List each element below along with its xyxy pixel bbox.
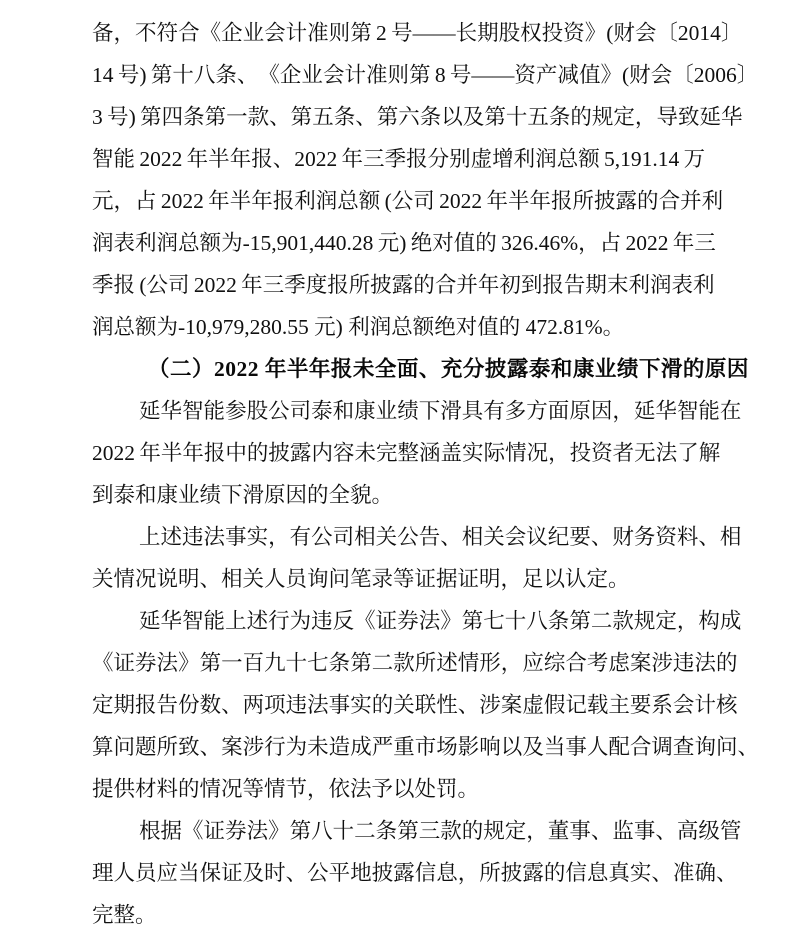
paragraph-director-duty (92, 810, 742, 930)
text-line: 关情况说明、相关人员询问笔录等证据证明，足以认定。 (92, 567, 630, 591)
text-line: 算 问 题 所 致 、 案 涉 行 为 未 造 成 严 重 市 场 影 响 以 及 当 事 人 配 合 调 查 询 问 、 (92, 735, 759, 759)
text-line: 到泰和康业绩下滑原因的全貌。 (92, 483, 394, 507)
text-line: 根 据 《 证 券 法 》 第 八 十 二 条 第 三 款 的 规 定 ， 董 事 、 监 事 、 高 级 管 (139, 819, 742, 843)
text-line: 延 华 智 能 参 股 公 司 泰 和 康 业 绩 下 滑 具 有 多 方 面 原 因 ， 延 华 智 能 在 (139, 399, 742, 423)
text-line: 定 期 报 告 份 数 、 两 项 违 法 事 实 的 关 联 性 、 涉 案 虚 假 记 载 主 要 系 会 计 核 (92, 693, 738, 717)
text-line: 1 4 号 ) 第 十 八 条 、 《 企 业 会 计 准 则 第 8 号 — — 资 产 减 值 》 ( 财 会 〔 2 0 0 6 〕 (92, 63, 759, 87)
text-line: 2 0 2 2 年 半 年 报 中 的 披 露 内 容 未 完 整 涵 盖 实 际 情 况 ， 投 资 者 无 法 了 解 (92, 441, 721, 465)
document-text-column (92, 12, 759, 930)
text-line: 3 号 ) 第 四 条 第 一 款 、 第 五 条 、 第 六 条 以 及 第 十 五 条 的 规 定 ， 导 致 延 华 (92, 105, 743, 129)
text-line: 延 华 智 能 上 述 行 为 违 反 《 证 券 法 》 第 七 十 八 条 第 二 款 规 定 ， 构 成 (139, 609, 742, 633)
text-line: 智 能 2 0 2 2 年 半 年 报 、 2 0 2 2 年 三 季 报 分 别 虚 增 利 润 总 额 5 , 1 9 1 . 1 4 万 (92, 147, 706, 171)
paragraph-violation-facts-continued (92, 12, 759, 348)
text-line: 上 述 违 法 事 实 ， 有 公 司 相 关 公 告 、 相 关 会 议 纪 要 、 财 务 资 料 、 相 (139, 525, 742, 549)
section-heading-2: （二）2022 年半年报未全面、充分披露泰和康业绩下滑的原因 (148, 357, 749, 381)
text-line: 《 证 券 法 》 第 一 百 九 十 七 条 第 二 款 所 述 情 形 ， 应 综 合 考 虑 案 涉 违 法 的 (92, 651, 738, 675)
text-line: 理 人 员 应 当 保 证 及 时 、 公 平 地 披 露 信 息 ， 所 披 露 的 信 息 真 实 、 准 确 、 (92, 861, 738, 885)
text-line: 元 ， 占 2 0 2 2 年 半 年 报 利 润 总 额 ( 公 司 2 0 2 2 年 半 年 报 所 披 露 的 合 并 利 (92, 189, 724, 213)
text-line: 提供材料的情况等情节，依法予以处罚。 (92, 777, 480, 801)
text-line: 季 报 ( 公 司 2 0 2 2 年 三 季 度 报 所 披 露 的 合 并 年 初 到 报 告 期 末 利 润 表 利 (92, 273, 715, 297)
paragraph-legal-basis-penalty (92, 600, 759, 810)
text-line: 备 ， 不 符 合 《 企 业 会 计 准 则 第 2 号 — — 长 期 股 权 投 资 》 ( 财 会 〔 2 0 1 4 〕 (92, 21, 743, 45)
text-line: 润 表 利 润 总 额 为 - 1 5 , 9 0 1 , 4 4 0 . 2 8 元 ) 绝 对 值 的 3 2 6 . 4 6 % ， 占 2 0 2 2 年 三 (92, 231, 716, 255)
paragraph-taihekang-disclosure (92, 390, 742, 516)
paragraph-evidence (92, 516, 742, 600)
text-line: 完整。 (92, 903, 157, 927)
text-line: 润总额为-10,979,280.55 元) 利润总额绝对值的 472.81%。 (92, 315, 625, 339)
